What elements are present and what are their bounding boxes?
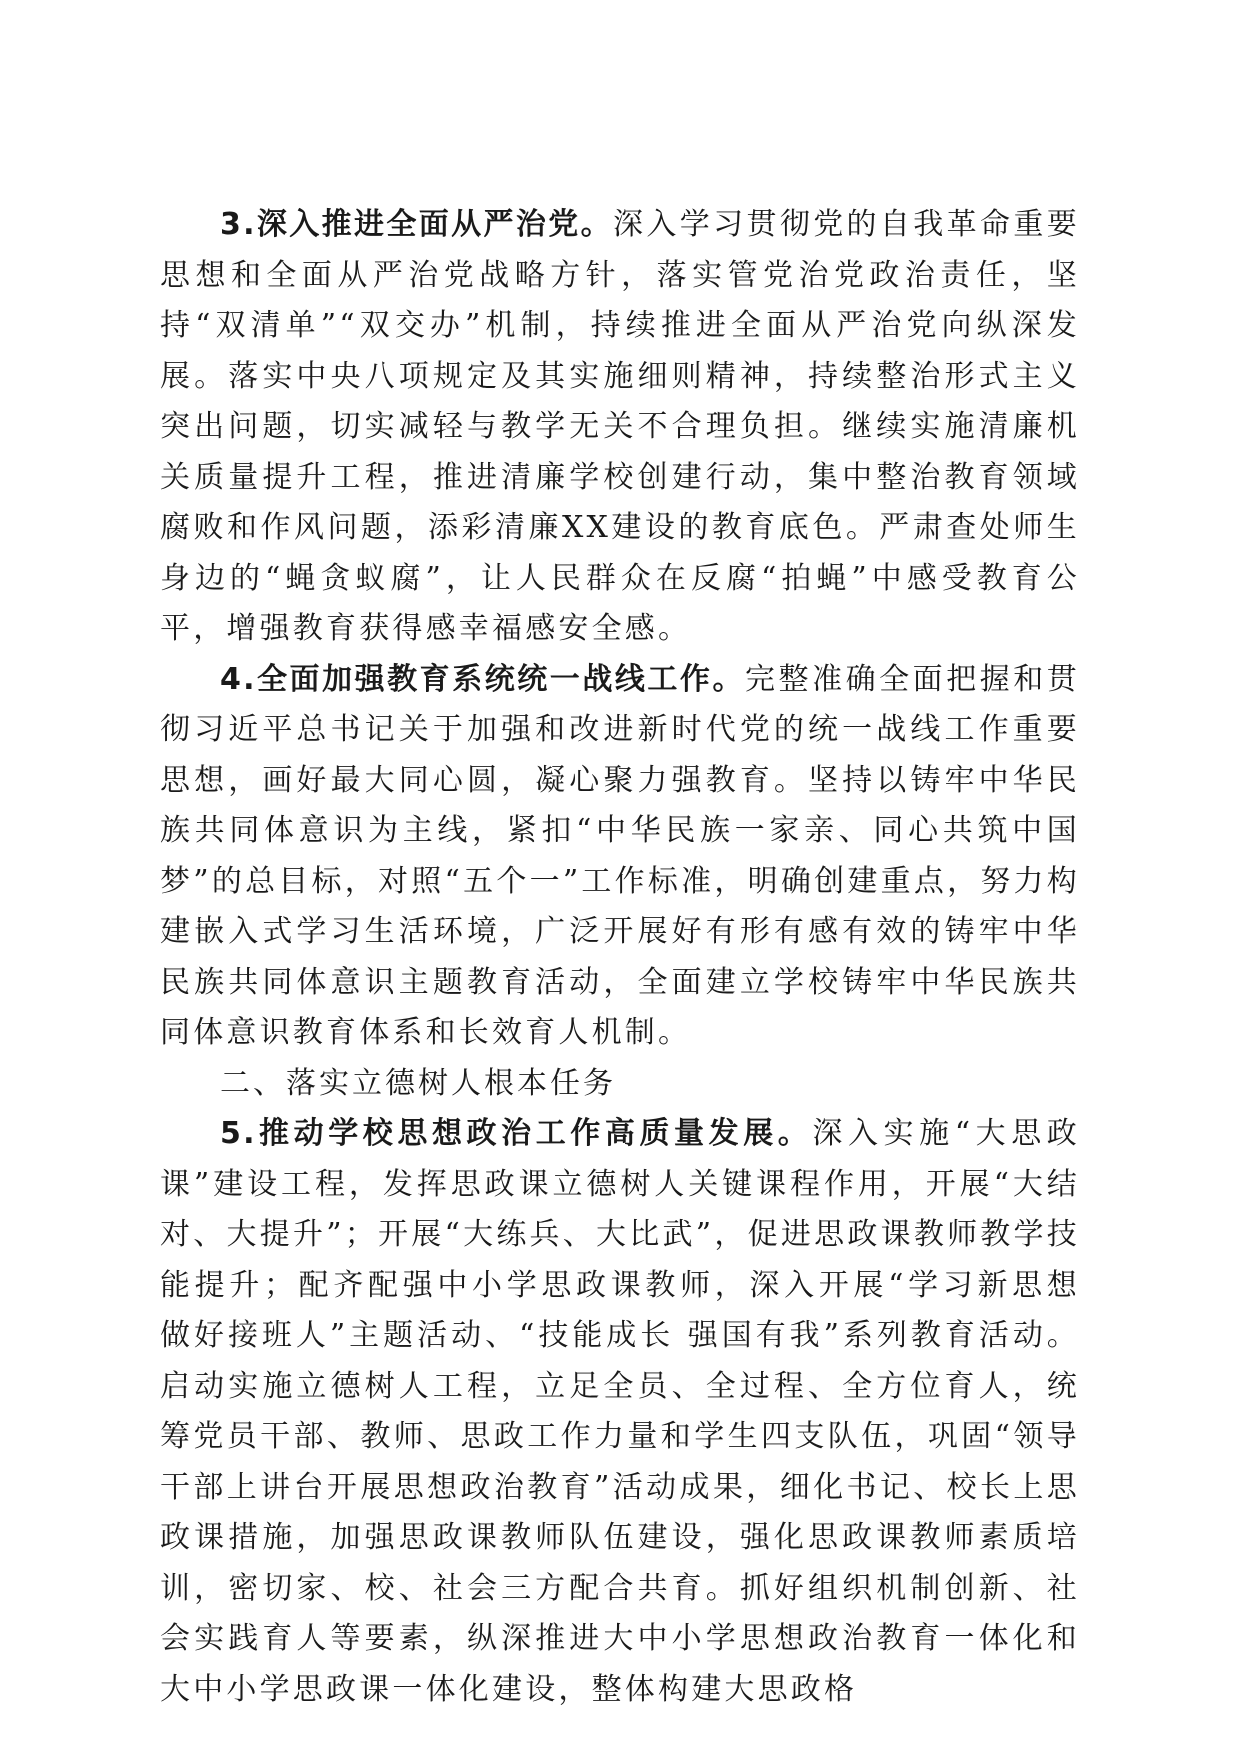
paragraph-3	[160, 200, 1080, 655]
paragraph-3-body: 深入学习贯彻党的自我革命重要思想和全面从严治党战略方针，落实管党治党政治责任，坚持“双清单”“双交办”机制，持续推进全面从严治党向纵深发展。落实中央八项规定及其实施细则精神，持续整治形式主义突出问题，切实减轻与教学无关不合理负担。继续实施清廉机关质量提升工程，推进清廉学校创建行动，集中整治教育领域腐败和作风问题，添彩清廉XX建设的教育底色。严肃查处师生身边的“蝇贪蚁腐”，让人民群众在反腐“拍蝇”中感受教育公平，增强教育获得感幸福感安全感。	[160, 207, 1080, 646]
paragraph-5-body: 深入实施“大思政课”建设工程，发挥思政课立德树人关键课程作用，开展“大结对、大提升”；开展“大练兵、大比武”，促进思政课教师教学技能提升；配齐配强中小学思政课教师，深入开展“学习新思想 做好接班人”主题活动、“技能成长 强国有我”系列教育活动。启动实施立德树人工程，立足全员、全过程、全方位育人，统筹党员干部、教师、思政工作力量和学生四支队伍，巩固“领导干部上讲台开展思想政治教育”活动成果，细化书记、校长上思政课措施，加强思政课教师队伍建设，强化思政课教师素质培训，密切家、校、社会三方配合共育。抓好组织机制创新、社会实践育人等要素，纵深推进大中小学思想政治教育一体化和大中小学思政课一体化建设，整体构建大思政格	[160, 1116, 1081, 1707]
paragraph-5	[160, 1109, 1080, 1715]
paragraph-5-heading: 5.推动学校思想政治工作高质量发展。	[220, 1116, 813, 1151]
document-page	[160, 200, 1080, 1715]
paragraph-4-heading: 4.全面加强教育系统统一战线工作。	[220, 661, 745, 697]
section-heading: 二、落实立德树人根本任务	[220, 1065, 616, 1101]
paragraph-4-body: 完整准确全面把握和贯彻习近平总书记关于加强和改进新时代党的统一战线工作重要思想，画好最大同心圆，凝心聚力强教育。坚持以铸牢中华民族共同体意识为主线，紧扣“中华民族一家亲、同心共筑中国梦”的总目标，对照“五个一”工作标准，明确创建重点，努力构建嵌入式学习生活环境，广泛开展好有形有感有效的铸牢中华民族共同体意识主题教育活动，全面建立学校铸牢中华民族共同体意识教育体系和长效育人机制。	[160, 661, 1080, 1050]
paragraph-3-heading: 3.深入推进全面从严治党。	[220, 207, 613, 242]
paragraph-4	[160, 655, 1080, 1059]
